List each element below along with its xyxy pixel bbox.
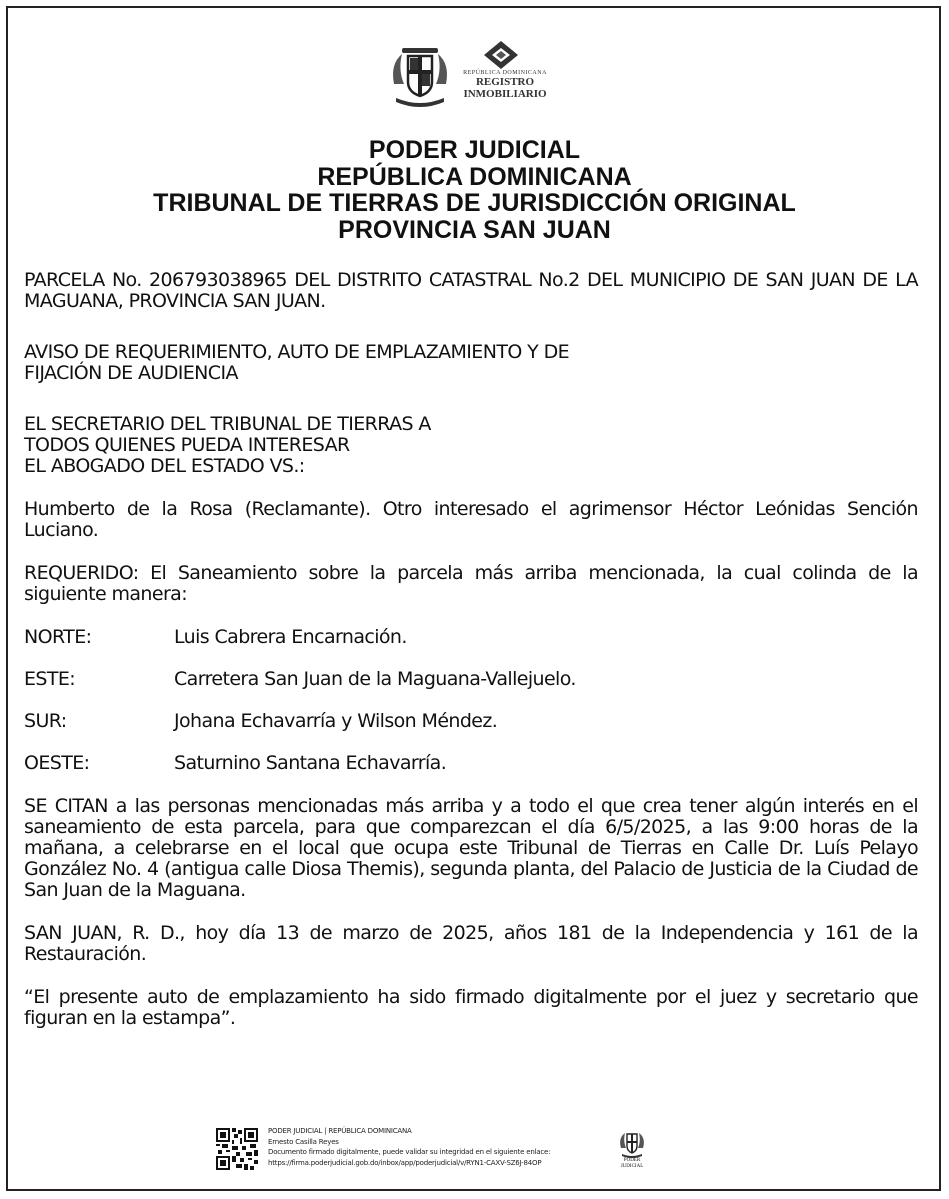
boundary-label: OESTE: xyxy=(24,752,90,774)
fecha-paragraph: SAN JUAN, R. D., hoy día 13 de marzo de 2025, años 181 de la Independencia y 161 de la Restauración. xyxy=(24,922,918,965)
registro-inmobiliario-wordmark: REPÚBLICA DOMINICANA REGISTRO INMOBILIARIO xyxy=(463,70,547,100)
qr-code-icon[interactable] xyxy=(216,1128,258,1170)
boundary-oeste xyxy=(24,753,918,774)
boundary-value: Carretera San Juan de la Maguana-Vallejuelo. xyxy=(174,668,576,690)
boundary-label: ESTE: xyxy=(24,668,76,690)
parties-paragraph: Humberto de la Rosa (Reclamante). Otro interesado el agrimensor Héctor Leónidas Sención Luciano. xyxy=(24,498,918,541)
boundary-label: NORTE: xyxy=(24,626,92,648)
parcela-paragraph: PARCELA No. 206793038965 DEL DISTRITO CATASTRAL No.2 DEL MUNICIPIO DE SAN JUAN DE LA MAGUANA, PROVINCIA SAN JUAN. xyxy=(24,269,918,312)
boundary-value: Luis Cabrera Encarnación. xyxy=(174,626,407,648)
firma-paragraph: “El presente auto de emplazamiento ha sido firmado digitalmente por el juez y secretario que figuran en la estampa”. xyxy=(24,986,918,1029)
coat-of-arms-icon xyxy=(388,44,452,108)
boundary-norte xyxy=(24,627,918,648)
digital-signature-stamp xyxy=(216,1126,676,1172)
header-line-3: TRIBUNAL DE TIERRAS DE JURISDICCIÓN ORIGINAL xyxy=(153,189,796,217)
header-line-2: REPÚBLICA DOMINICANA xyxy=(317,162,632,191)
signature-line-2: Ernesto Casilla Reyes xyxy=(268,1137,339,1146)
boundary-este xyxy=(24,669,918,690)
signature-line-3: Documento firmado digitalmente, puede validar su integridad en el siguiente enlace: xyxy=(268,1148,551,1156)
boundary-label: SUR: xyxy=(24,710,67,732)
signature-link[interactable]: https://firma.poderjudicial.gob.do/inbox/app/poderjudicial/v/RYN1-CAXV-SZ6J-84OP xyxy=(268,1158,542,1167)
header-logos xyxy=(388,40,588,110)
boundary-sur xyxy=(24,711,918,732)
boundary-value: Johana Echavarría y Wilson Méndez. xyxy=(174,710,498,732)
poder-judicial-seal-icon xyxy=(612,1128,652,1172)
signature-line-1: PODER JUDICIAL | REPÚBLICA DOMINICANA xyxy=(268,1127,412,1135)
secretario-line-2: TODOS QUIENES PUEDA INTERESAR xyxy=(24,434,350,456)
secretario-line-1: EL SECRETARIO DEL TRIBUNAL DE TIERRAS A xyxy=(24,413,431,435)
requerido-paragraph: REQUERIDO: El Saneamiento sobre la parcela más arriba mencionada, la cual colinda de la siguiente manera: xyxy=(24,562,918,605)
seal-label: PODER JUDICIAL xyxy=(620,1158,644,1169)
document-header xyxy=(0,137,949,243)
document-body xyxy=(24,270,918,1029)
citan-paragraph: SE CITAN a las personas mencionadas más arriba y a todo el que crea tener algún interés en el saneamiento de esta parcela, para que comparezcan el día 6/5/2025, a las 9:00 horas de la mañana, a celebrarse en el local que ocupa este Tribunal de Tierras en Calle Dr. Luís Pelayo González No. 4 (antigua calle Diosa Themis), segunda planta, del Palacio de Justicia de la Ciudad de San Juan de la Maguana. xyxy=(24,795,918,901)
secretario-line-3: EL ABOGADO DEL ESTADO VS.: xyxy=(24,455,305,477)
boundary-value: Saturnino Santana Echavarría. xyxy=(174,752,447,774)
signature-details xyxy=(268,1126,598,1168)
aviso-line-2: FIJACIÓN DE AUDIENCIA xyxy=(24,362,238,384)
header-line-1: PODER JUDICIAL xyxy=(368,136,581,164)
aviso-line-1: AVISO DE REQUERIMIENTO, AUTO DE EMPLAZAMIENTO Y DE xyxy=(24,341,570,363)
registro-inmobiliario-icon xyxy=(482,40,520,70)
header-line-4: PROVINCIA SAN JUAN xyxy=(338,215,611,244)
